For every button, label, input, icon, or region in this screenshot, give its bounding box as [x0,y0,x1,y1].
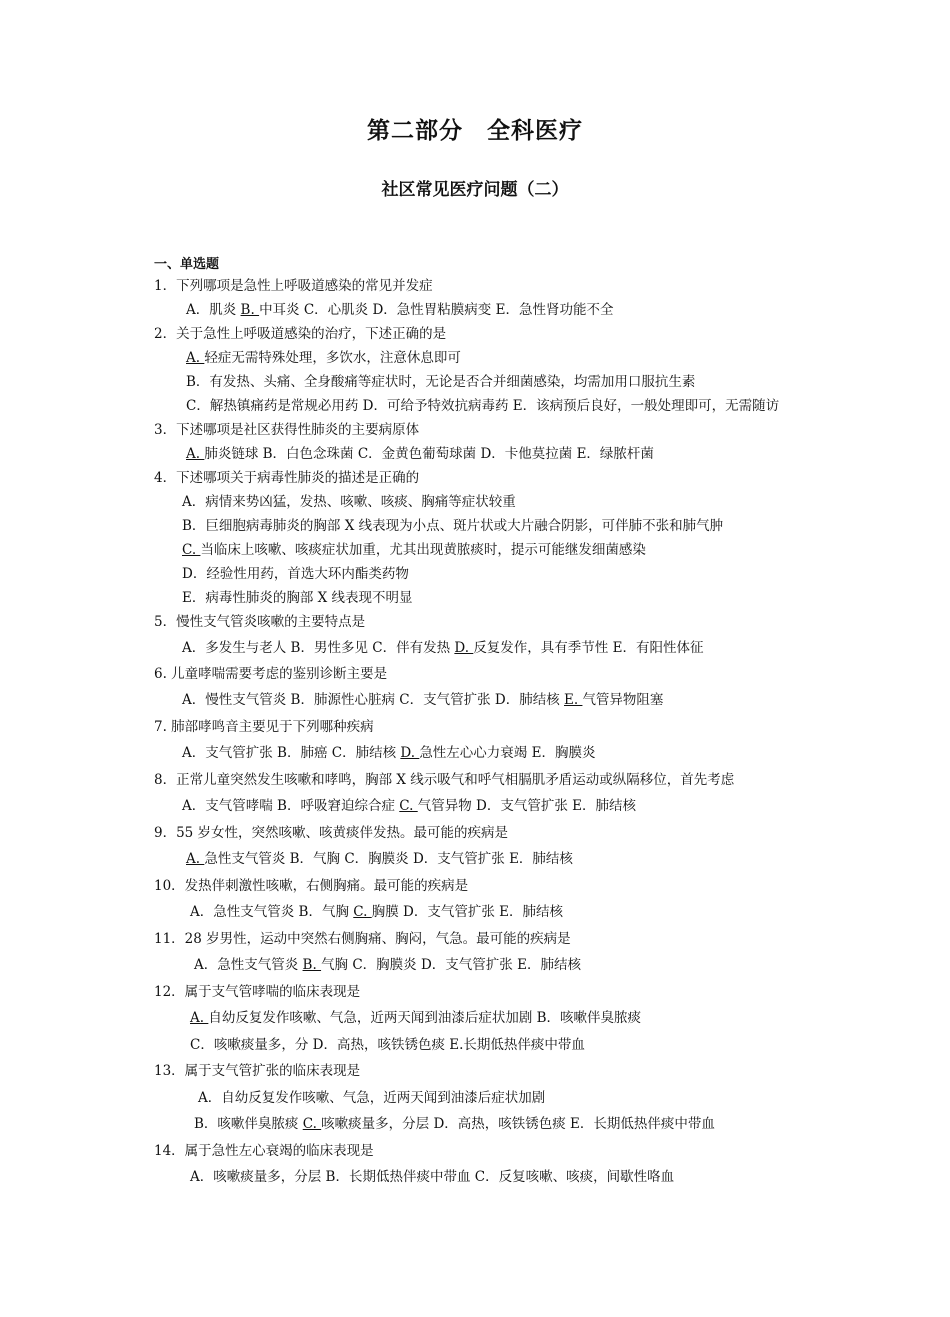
options-line: A. 急性支气管炎 B．气胸 C．胸膜炎 D．支气管扩张 E．肺结核 [186,851,573,867]
options-line: A．多发生与老人 B．男性多见 C．伴有发热 D. 反复发作，具有季节性 E．有阳性体征 [182,640,704,656]
correct-answer: A. [190,1010,209,1026]
question-8: 8．正常儿童突然发生咳嗽和哮鸣，胸部 X 线示吸气和呼气相膈肌矛盾运动或纵隔移位，首先考虑 [154,772,735,788]
options-line: A．急性支气管炎 B. 气胸 C．胸膜炎 D．支气管扩张 E．肺结核 [194,957,581,973]
correct-answer: A. [186,851,205,867]
question-4: 4．下述哪项关于病毒性肺炎的描述是正确的 [154,470,420,486]
options-line: A．肌炎 B. 中耳炎 C．心肌炎 D．急性胃粘膜病变 E．急性肾功能不全 [186,302,614,318]
options-line: A．支气管哮喘 B．呼吸窘迫综合症 C. 气管异物 D．支气管扩张 E．肺结核 [182,798,636,814]
correct-answer: C. [182,542,201,558]
correct-answer: E. [564,692,583,708]
options-line: A．支气管扩张 B．肺癌 C．肺结核 D. 急性左心心力衰竭 E．胸膜炎 [182,745,596,761]
question-5: 5．慢性支气管炎咳嗽的主要特点是 [154,614,366,630]
options-line: A．急性支气管炎 B．气胸 C. 胸膜 D．支气管扩张 E．肺结核 [190,904,563,920]
options-line: B．有发热、头痛、全身酸痛等症状时，无论是否合并细菌感染，均需加用口服抗生素 [186,374,696,390]
correct-answer: B. [240,302,260,318]
question-14: 14．属于急性左心衰竭的临床表现是 [154,1143,374,1159]
options-line: C．解热镇痛药是常规必用药 D．可给予特效抗病毒药 E．该病预后良好，一般处理即可，无需随访 [186,398,780,414]
correct-answer: B. [302,957,322,973]
question-2: 2．关于急性上呼吸道感染的治疗，下述正确的是 [154,326,447,342]
options-line: B．巨细胞病毒肺炎的胸部 X 线表现为小点、斑片状或大片融合阴影，可伴肺不张和肺气肿 [182,518,724,534]
correct-answer: C. [353,904,372,920]
question-1: 1．下列哪项是急性上呼吸道感染的常见并发症 [154,278,433,294]
options-line: D．经验性用药，首选大环内酯类药物 [182,566,409,582]
correct-answer: C. [399,798,418,814]
options-line: A．自幼反复发作咳嗽、气急，近两天闻到油漆后症状加剧 [198,1090,546,1106]
options-line: C. 当临床上咳嗽、咳痰症状加重，尤其出现黄脓痰时，提示可能继发细菌感染 [182,542,646,558]
options-line: A．慢性支气管炎 B．肺源性心脏病 C．支气管扩张 D．肺结核 E. 气管异物阻塞 [182,692,664,708]
question-3: 3．下述哪项是社区获得性肺炎的主要病原体 [154,422,420,438]
question-9: 9．55 岁女性，突然咳嗽、咳黄痰伴发热。最可能的疾病是 [154,825,509,841]
correct-answer: D. [454,640,474,656]
question-10: 10．发热伴刺激性咳嗽，右侧胸痛。最可能的疾病是 [154,878,469,894]
page-title: 第二部分 全科医疗 [367,118,583,144]
question-12: 12．属于支气管哮喘的临床表现是 [154,984,361,1000]
options-line: A．咳嗽痰量多，分层 B．长期低热伴痰中带血 C．反复咳嗽、咳痰，间歇性咯血 [190,1169,675,1185]
question-7: 7. 肺部哮鸣音主要见于下列哪种疾病 [154,719,374,735]
correct-answer: A. [186,446,205,462]
question-13: 13．属于支气管扩张的临床表现是 [154,1063,361,1079]
correct-answer: C. [302,1116,322,1132]
section-heading: 一、单选题 [154,257,220,272]
question-11: 11．28 岁男性，运动中突然右侧胸痛、胸闷，气急。最可能的疾病是 [154,931,571,947]
options-line: A. 自幼反复发作咳嗽、气急，近两天闻到油漆后症状加剧 B．咳嗽伴臭脓痰 [190,1010,642,1026]
options-line: B．咳嗽伴臭脓痰 C. 咳嗽痰量多，分层 D．高热，咳铁锈色痰 E．长期低热伴痰中带血 [194,1116,715,1132]
options-line: E．病毒性肺炎的胸部 X 线表现不明显 [182,590,413,606]
page-subtitle: 社区常见医疗问题（二） [381,180,569,200]
options-line: A. 轻症无需特殊处理，多饮水，注意休息即可 [186,350,461,366]
options-line: A. 肺炎链球 B．白色念珠菌 C．金黄色葡萄球菌 D．卡他莫拉菌 E．绿脓杆菌 [186,446,654,462]
correct-answer: D. [400,745,420,761]
options-line: C．咳嗽痰量多，分 D．高热，咳铁锈色痰 E.长期低热伴痰中带血 [190,1037,585,1053]
options-line: A．病情来势凶猛，发热、咳嗽、咳痰、胸痛等症状较重 [182,494,516,510]
correct-answer: A. [186,350,205,366]
question-6: 6. 儿童哮喘需要考虑的鉴别诊断主要是 [154,666,388,682]
